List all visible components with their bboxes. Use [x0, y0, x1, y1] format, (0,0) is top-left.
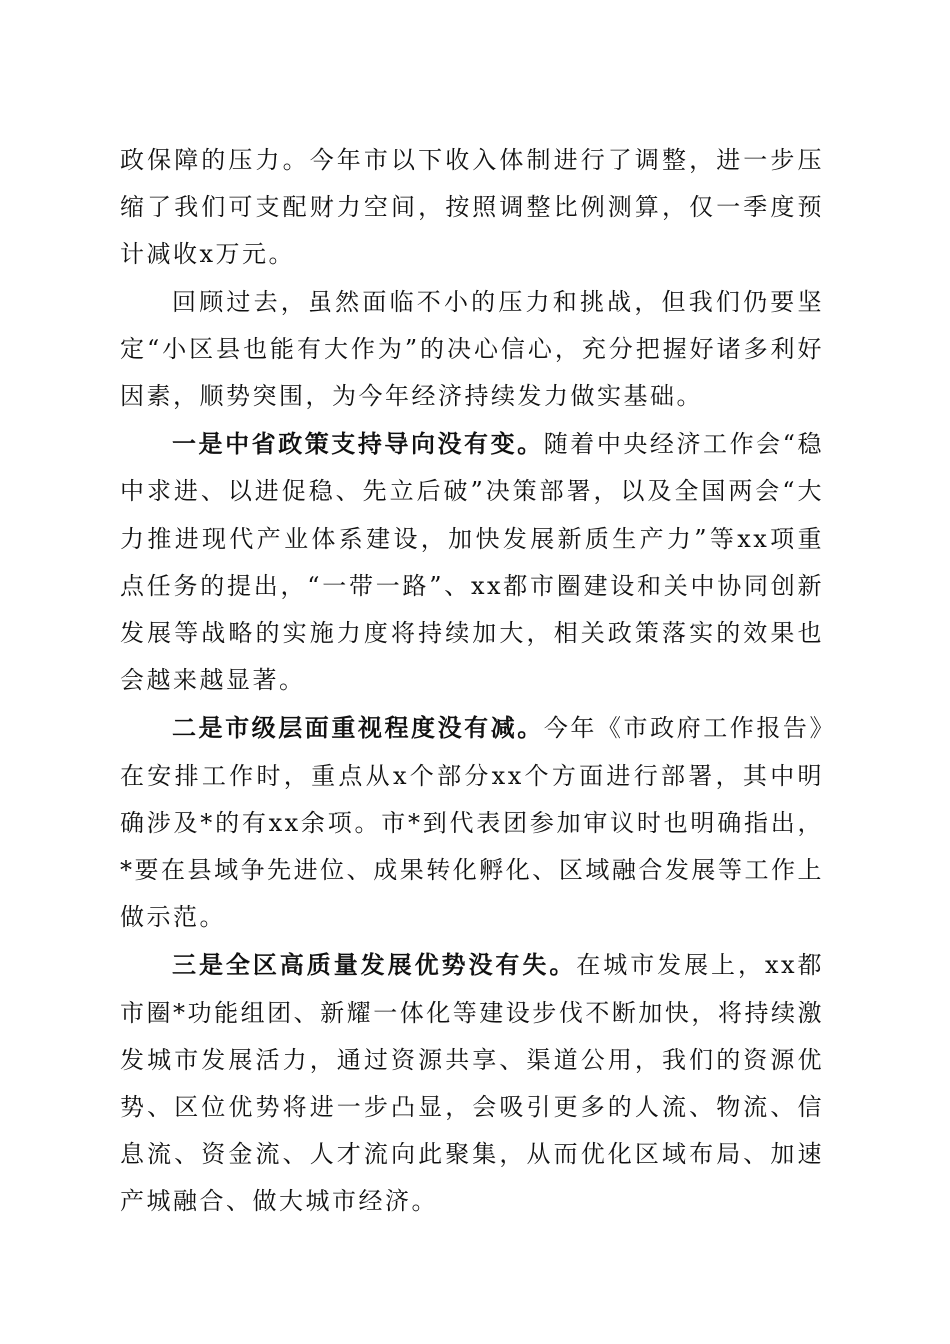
- paragraph-fiscal-pressure: [120, 137, 824, 279]
- paragraph-text: 回顾过去，虽然面临不小的压力和挑战，但我们仍要坚定“小区县也能有大作为”的决心信心，充分把握好诸多利好因素，顺势突围，为今年经济持续发力做实基础。: [120, 287, 824, 411]
- paragraph-lead-heading: 三是全区高质量发展优势没有失。: [172, 950, 577, 980]
- paragraph-point-one: [120, 420, 824, 704]
- paragraph-review: [120, 279, 824, 421]
- paragraph-text: 今年《市政府工作报告》在安排工作时，重点从x个部分xx个方面进行部署，其中明确涉及*的有xx余项。市*到代表团参加审议时也明确指出，*要在县域争先进位、成果转化孵化、区域融合发展等工作上做示范。: [120, 714, 824, 932]
- paragraph-text: 随着中央经济工作会“稳中求进、以进促稳、先立后破”决策部署，以及全国两会“大力推进现代产业体系建设，加快发展新质生产力”等xx项重点任务的提出，“一带一路”、xx都市圈建设和关中协同创新发展等战略的实施力度将持续加大，相关政策落实的效果也会越来越显著。: [120, 430, 824, 695]
- paragraph-point-two: [120, 704, 824, 941]
- paragraph-text: 政保障的压力。今年市以下收入体制进行了调整，进一步压缩了我们可支配财力空间，按照调整比例测算，仅一季度预计减收x万元。: [120, 146, 824, 269]
- document-body: [120, 137, 824, 1226]
- paragraph-point-three: [120, 941, 824, 1225]
- paragraph-lead-heading: 一是中省政策支持导向没有变。: [172, 429, 544, 459]
- paragraph-text: 在城市发展上，xx都市圈*功能组团、新耀一体化等建设步伐不断加快，将持续激发城市发展活力，通过资源共享、渠道公用，我们的资源优势、区位优势将进一步凸显，会吸引更多的人流、物流、信息流、资金流、人才流向此聚集，从而优化区域布局、加速产城融合、做大城市经济。: [120, 951, 824, 1216]
- paragraph-lead-heading: 二是市级层面重视程度没有减。: [172, 713, 544, 743]
